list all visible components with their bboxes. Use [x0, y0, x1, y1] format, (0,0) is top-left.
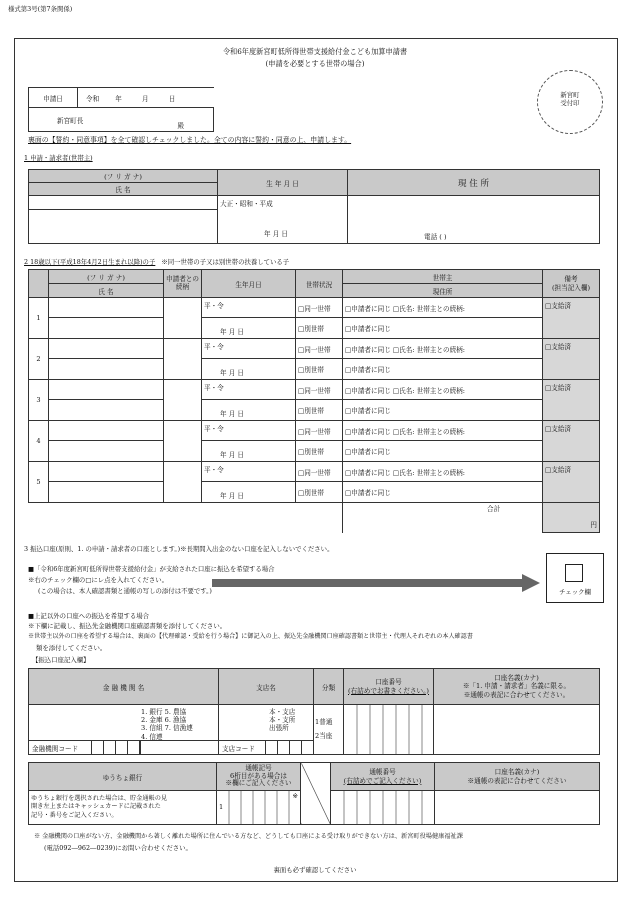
form-number: 様式第3号(第7条関係): [8, 5, 73, 13]
child-furigana-input[interactable]: [49, 421, 164, 441]
applicant-ymd: 年 月 日: [264, 230, 288, 238]
bank-kinds-3: 3. 信組 7. 信漁連: [141, 724, 193, 733]
child-furigana-input[interactable]: [49, 339, 164, 359]
paid-checkbox: □支給済: [545, 384, 572, 392]
applicant-era-options: 大正・昭和・平成: [220, 200, 273, 208]
child-row-number: 2: [29, 339, 49, 380]
holder-header-title: 口座名義(カナ): [494, 673, 539, 682]
yucho-symbol-title: 通帳記号: [245, 763, 272, 772]
type-header: 分類: [314, 669, 344, 705]
type-checking: 2当座: [315, 731, 333, 740]
separate-household-checkbox: □別世帯: [298, 448, 325, 456]
child-address-input[interactable]: [343, 441, 543, 462]
child-status-header: 世帯状況: [296, 270, 343, 298]
bank-kinds-4: 4. 信連: [141, 732, 163, 741]
child-status-separate[interactable]: [296, 318, 343, 339]
child-relation-header: 申請者との続柄: [164, 270, 202, 298]
same-household-checkbox: □同一世帯: [298, 304, 331, 313]
child-status-same[interactable]: [296, 380, 343, 400]
footnote-2: (電話092―962―0239)にお問い合わせください。: [44, 844, 192, 852]
applicant-address-header: 現 住 所: [348, 170, 600, 196]
child-remark-sub: (担当記入欄): [551, 283, 591, 292]
child-furigana-input[interactable]: [49, 298, 164, 318]
separate-household-checkbox: □別世帯: [298, 489, 325, 497]
apply-day: 日: [168, 94, 176, 103]
applicant-dob-input[interactable]: [218, 196, 348, 244]
addr-line-text: □申請者に同じ: [345, 366, 391, 374]
bank-kinds-1: 1. 銀行 5. 農協: [141, 708, 187, 716]
applicant-furigana-input[interactable]: [29, 196, 218, 210]
child-row: [29, 421, 600, 441]
option2-note3: 類を添付してください。: [36, 644, 107, 652]
child-relation-input[interactable]: [164, 298, 202, 339]
footer-note: 裏面も必ず確認してください: [273, 866, 357, 874]
head-line-text: □申請者に同じ □氏名: 世帯主との続柄:: [345, 468, 466, 477]
paid-checkbox: □支給済: [545, 425, 572, 433]
yucho-header: ゆうちょ銀行: [29, 763, 217, 791]
check-label: チェック欄: [559, 588, 591, 596]
yucho-symbol-one: 1: [219, 803, 224, 811]
option1-note2: (この場合は、本人確認書類と通帳の写しの添付は不要です。): [38, 587, 212, 595]
apply-month: 月: [142, 94, 149, 103]
slash-cell: [301, 763, 331, 825]
apply-date-field[interactable]: [78, 88, 214, 108]
yucho-symbol-asterisk: ※: [292, 792, 298, 800]
child-ymd[interactable]: [202, 482, 296, 503]
account-header: [344, 669, 434, 705]
applicant-dob-header: 生 年 月 日: [218, 170, 348, 196]
child-head-input[interactable]: [343, 298, 543, 318]
yucho-desc-3: 記号・番号をご記入ください。: [31, 811, 118, 819]
child-row: [29, 339, 600, 359]
child-head-header: 世帯主: [343, 270, 543, 284]
child-furigana-input[interactable]: [49, 380, 164, 400]
child-status-same[interactable]: [296, 421, 343, 441]
form-subtitle: (申請を必要とする世帯の場合): [265, 59, 365, 68]
reception-stamp-area: [537, 70, 603, 134]
paid-checkbox: □支給済: [545, 466, 572, 474]
head-line-text: □申請者に同じ □氏名: 世帯主との続柄:: [345, 345, 466, 354]
child-head-input[interactable]: [343, 462, 543, 482]
branch-kinds-2: 本・支所: [269, 716, 296, 725]
child-era[interactable]: [202, 380, 296, 400]
child-remark-cell[interactable]: [543, 421, 600, 462]
section2-heading-row: [24, 258, 289, 266]
paid-checkbox: □支給済: [545, 343, 572, 351]
applicant-furigana-header: (フ リ ガ ナ): [29, 170, 218, 183]
arrow-shaft: [212, 579, 522, 587]
section2-heading: 2 18歳以下(平成18年4月2日生まれ以降)の子: [24, 258, 156, 266]
child-furigana-header: (フ リ ガ ナ): [49, 270, 164, 284]
separate-household-checkbox: □別世帯: [298, 407, 325, 415]
section1-heading: 1 申請・請求者(世帯主): [24, 154, 93, 162]
same-household-checkbox: □同一世帯: [298, 468, 331, 477]
child-relation-input[interactable]: [164, 462, 202, 503]
total-cell[interactable]: [487, 503, 600, 533]
child-era[interactable]: [202, 339, 296, 359]
child-name-input[interactable]: [49, 400, 164, 421]
holder-header-note1: ※「1. 申請・請求者」名義に限る。: [462, 682, 571, 691]
applicant-phone: 電話 ( ): [424, 233, 447, 241]
stamp-text-1: 新宮町: [560, 91, 580, 99]
child-name-input[interactable]: [49, 441, 164, 462]
child-head-input[interactable]: [343, 380, 543, 400]
child-era[interactable]: [202, 462, 296, 482]
bank-name-input[interactable]: [29, 705, 219, 755]
entry-label: 【振込口座記入欄】: [32, 656, 90, 664]
child-head-input[interactable]: [343, 339, 543, 359]
child-name-input[interactable]: [49, 318, 164, 339]
branch-code-cells[interactable]: [265, 741, 302, 754]
type-input[interactable]: [314, 705, 344, 755]
yucho-holder-header: [435, 763, 600, 791]
yucho-symbol-note1: 6桁目がある場合は: [230, 771, 287, 780]
section3-heading: 3 振込口座(原則、1. の申請・請求者の口座とします。)※長期間入出金のない口座を記入しないでください。: [24, 545, 334, 553]
child-status-same[interactable]: [296, 339, 343, 359]
branch-input[interactable]: [219, 705, 314, 755]
branch-kinds-1: 本・支店: [269, 708, 296, 716]
child-remark-header: [543, 270, 600, 298]
child-remark-cell[interactable]: [543, 339, 600, 380]
bank-code-row: [29, 740, 218, 754]
child-ymd[interactable]: [202, 441, 296, 462]
yucho-holder-title: 口座名義(カナ): [494, 767, 540, 776]
child-relation-input[interactable]: [164, 421, 202, 462]
checkbox[interactable]: [565, 564, 583, 582]
child-name-input[interactable]: [49, 482, 164, 503]
child-row-number: 3: [29, 380, 49, 421]
yucho-description: [29, 791, 217, 825]
option2-note2: ※世帯主以外の口座を希望する場合は、裏面の【代理確認・受給を行う場合】に御記入の上、振込先金融機関口座確認書類と世帯主・代理人それぞれの本人確認書: [28, 633, 473, 640]
yucho-symbol-header: [217, 763, 301, 791]
yucho-number-title: 通帳番号: [369, 767, 396, 776]
option1-note1: ※右のチェック欄の□にレ点を入れてください。: [28, 576, 169, 584]
option2-title: ■上記以外の口座への振込を希望する場合: [28, 612, 150, 620]
same-household-checkbox: □同一世帯: [298, 386, 331, 395]
honorific: 殿: [177, 121, 185, 130]
child-status-same[interactable]: [296, 298, 343, 318]
addr-line-text: □申請者に同じ: [345, 325, 391, 333]
child-furigana-input[interactable]: [49, 462, 164, 482]
applicant-name-header: 氏 名: [29, 183, 218, 196]
check-column: [546, 553, 604, 603]
separate-household-checkbox: □別世帯: [298, 325, 325, 333]
child-era-text: 平・令: [204, 302, 224, 310]
child-row: [29, 298, 600, 318]
child-address-input[interactable]: [343, 482, 543, 503]
child-dob-header: 生年月日: [202, 270, 296, 298]
applicant-address-input[interactable]: [348, 196, 600, 244]
head-line-text: □申請者に同じ □氏名: 世帯主との続柄:: [345, 386, 466, 395]
child-remark-title: 備考: [564, 275, 578, 284]
child-row-number: 4: [29, 421, 49, 462]
yucho-desc-1: ゆうちょ銀行を選択された場合は、貯金通帳の見: [31, 795, 168, 803]
total-yen: 円: [590, 521, 597, 529]
child-era-text: 平・令: [204, 425, 224, 433]
separate-household-checkbox: □別世帯: [298, 366, 325, 374]
child-relation-input[interactable]: [164, 339, 202, 380]
child-row: [29, 462, 600, 482]
child-ymd[interactable]: [202, 359, 296, 380]
arrow-head-icon: [522, 574, 540, 592]
applicant-name-input[interactable]: [29, 210, 218, 244]
addr-line-text: □申請者に同じ: [345, 489, 391, 497]
yucho-symbol-input[interactable]: [217, 791, 301, 825]
branch-header: 支店名: [219, 669, 314, 705]
footnote-1: ※ 金融機関の口座がない方、金融機関から著しく離れた場所に住んでいる方など、どうしても口座による受け取りができない方は、新宮町役場健康福祉課: [34, 833, 463, 840]
yucho-symbol-note2: ※欄にご記入ください: [225, 779, 292, 788]
yucho-table: [28, 762, 600, 825]
bank-kinds: [141, 708, 193, 741]
child-name-input[interactable]: [49, 359, 164, 380]
child-ymd[interactable]: [202, 318, 296, 339]
yucho-number-input[interactable]: [331, 791, 435, 825]
apply-date-label: 申請日: [29, 88, 78, 108]
holder-header-note2: ※通帳の表記に合わせてください。: [463, 690, 570, 699]
child-era-text: 平・令: [204, 466, 224, 474]
addr-line-text: □申請者に同じ: [345, 407, 391, 415]
child-address-input[interactable]: [343, 400, 543, 421]
child-remark-cell[interactable]: [543, 380, 600, 421]
child-row-number: 5: [29, 462, 49, 503]
child-status-separate[interactable]: [296, 359, 343, 380]
option1-title: ■「令和6年度新宮町低所得世帯支援給付金」が支給された口座に振込を希望する場合: [28, 565, 275, 573]
yucho-number-note: (右詰めでご記入ください): [343, 776, 422, 785]
child-address-header: 現住所: [343, 284, 543, 298]
child-head-input[interactable]: [343, 421, 543, 441]
head-line-text: □申請者に同じ □氏名: 世帯主との続柄:: [345, 427, 466, 436]
bank-table: [28, 668, 600, 755]
pledge-statement: 裏面の【誓約・同意事項】を全て確認しチェックしました。全ての内容に誓約・同意の上、申請します。: [28, 136, 352, 144]
child-address-input[interactable]: [343, 359, 543, 380]
child-ymd-text: 年 月 日: [220, 328, 244, 336]
branch-kinds-3: 出張所: [269, 724, 289, 733]
same-household-checkbox: □同一世帯: [298, 427, 331, 436]
apply-era: 令和: [86, 94, 100, 103]
yucho-number-header: [331, 763, 435, 791]
child-ymd[interactable]: [202, 400, 296, 421]
option2-note1: ※下欄に記載し、振込先金融機関口座確認書類を添付してください。: [28, 622, 227, 630]
section2-note: ※同一世帯の子又は別世帯の扶養している子: [161, 258, 290, 266]
form-title: 令和6年度新宮町低所得世帯支援給付金こども加算申請書: [222, 47, 408, 56]
child-remark-cell[interactable]: [543, 298, 600, 339]
child-era[interactable]: [202, 298, 296, 318]
yucho-desc-2: 開き左上またはキャッシュカードに記載された: [31, 803, 161, 811]
bank-kinds-2: 2. 金庫 6. 漁協: [141, 716, 187, 725]
bank-code-cells[interactable]: [91, 741, 140, 754]
child-era[interactable]: [202, 421, 296, 441]
children-table: [28, 269, 600, 533]
child-address-input[interactable]: [343, 318, 543, 339]
addressee: 新宮町長: [57, 116, 84, 125]
holder-header: [434, 669, 600, 705]
account-number-input[interactable]: [344, 705, 434, 755]
child-era-text: 平・令: [204, 343, 224, 351]
application-date-box: [28, 87, 214, 132]
branch-code-label: 支店コード: [222, 745, 255, 753]
holder-input[interactable]: [434, 705, 600, 755]
child-name-header: 氏 名: [49, 284, 164, 298]
head-line-text: □申請者に同じ □氏名: 世帯主との続柄:: [345, 304, 466, 313]
bank-code-label: 金融機関コード: [32, 745, 79, 753]
child-relation-input[interactable]: [164, 380, 202, 421]
paid-checkbox: □支給済: [545, 302, 572, 310]
yucho-holder-note: ※通帳の表記に合わせてください: [467, 776, 567, 785]
child-status-separate[interactable]: [296, 441, 343, 462]
apply-year: 年: [115, 94, 122, 103]
yucho-holder-input[interactable]: [435, 791, 600, 825]
branch-kinds: [269, 708, 295, 733]
same-household-checkbox: □同一世帯: [298, 345, 331, 354]
child-row: [29, 380, 600, 400]
child-ymd-text: 年 月 日: [220, 492, 244, 500]
type-ordinary: 1普通: [315, 718, 333, 727]
child-ymd-text: 年 月 日: [220, 410, 244, 418]
child-row-number: 1: [29, 298, 49, 339]
applicant-table: [28, 169, 600, 244]
child-status-same[interactable]: [296, 462, 343, 482]
child-status-separate[interactable]: [296, 400, 343, 421]
addr-line-text: □申請者に同じ: [345, 448, 391, 456]
bank-name-header: 金 融 機 関 名: [29, 669, 219, 705]
account-header-title: 口座番号: [375, 677, 402, 686]
child-status-separate[interactable]: [296, 482, 343, 503]
child-era-text: 平・令: [204, 384, 224, 392]
child-remark-cell[interactable]: [543, 462, 600, 503]
child-ymd-text: 年 月 日: [220, 451, 244, 459]
total-label: 合計: [487, 505, 501, 513]
stamp-text-2: 受付印: [560, 99, 580, 108]
account-header-note: (右詰めでお書きください。): [348, 686, 429, 695]
child-ymd-text: 年 月 日: [220, 369, 244, 377]
